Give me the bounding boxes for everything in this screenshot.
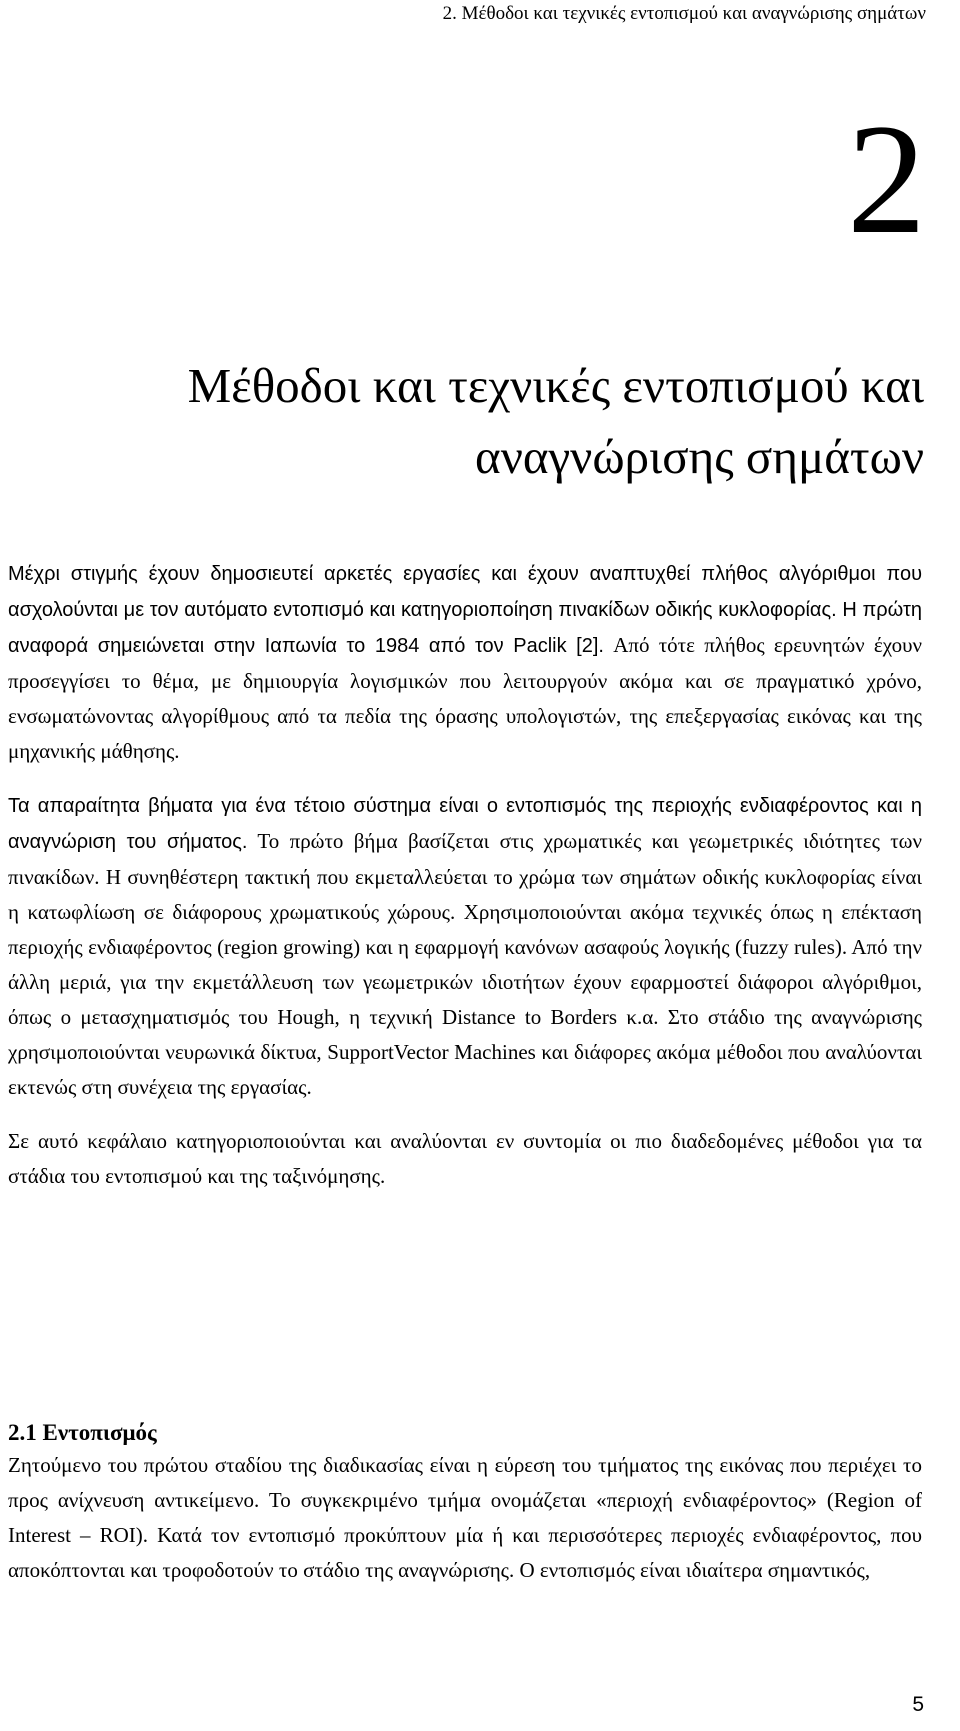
section-paragraph: Ζητούμενο του πρώτου σταδίου της διαδικασίας είναι η εύρεση του τμήματος της εικόνας που περιέχει το προς ανίχνευση αντικείμενο. Το συγκεκριμένο τμήμα ονομάζεται «περιοχή ενδιαφέροντος» (Region of Interest – ROI). Κατά τον εντοπισμό προκύπτουν μία ή και περισσότερες περιοχές ενδιαφέροντος, που αποκόπτονται και τροφοδοτούν το στάδιο της αναγνώρισης. Ο εντοπισμός είναι ιδιαίτερα σημαντικός,: [8, 1453, 922, 1582]
chapter-title-line-1: Μέθοδοι και τεχνικές εντοπισμού και: [187, 358, 924, 413]
paragraph-1-serif-text: Από τότε πλήθος ερευνητών έχουν προσεγγίσει το θέμα, με δημιουργία λογισμικών που λειτουργούν ακόμα και σε πραγματικό χρόνο, ενσωματώνοντας αλγορίθμους από τα πεδία της όρασης υπολογιστών, της επεξεργασίας εικόνας και της μηχανικής μάθησης.: [8, 633, 922, 763]
paragraph-2-serif-text: Το πρώτο βήμα βασίζεται στις χρωματικές και γεωμετρικές ιδιότητες των πινακίδων. Η συνηθέστερη τακτική που εκμεταλλεύεται το χρώμα των σημάτων οδικής κυκλοφορίας είναι η κατωφλίωση σε διάφορους χρωματικούς χώρους. Χρησιμοποιούνται ακόμα τεχνικές όπως η επέκταση περιοχής ενδιαφέροντος (region growing) και η εφαρμογή κανόνων ασαφούς λογικής (fuzzy rules). Από την άλλη μεριά, για την εκμετάλλευση των γεωμετρικών ιδιοτήτων έχουν εφαρμοστεί διάφοροι αλγόριθμοι, όπως ο μετασχηματισμός του Hough, η τεχνική Distance to Borders κ.α. Στο στάδιο της αναγνώρισης χρησιμοποιούνται νευρωνικά δίκτυα, SupportVector Machines και διάφορες ακόμα μέθοδοι που αναλύονται εκτενώς στη συνέχεια της εργασίας.: [8, 829, 922, 1099]
paragraph-1: [8, 556, 922, 769]
section-heading: 2.1 Εντοπισμός: [8, 1420, 157, 1445]
running-header: 2. Μέθοδοι και τεχνικές εντοπισμού και αναγνώρισης σημάτων: [442, 3, 926, 24]
chapter-title-line-2: αναγνώρισης σημάτων: [475, 429, 924, 484]
chapter-body: [8, 556, 922, 1194]
paragraph-1-sans-text: Μέχρι στιγμής έχουν δημοσιευτεί αρκετές εργασίες και έχουν αναπτυχθεί πλήθος αλγόριθμοι που ασχολούνται με τον αυτόματο εντοπισμό και κατηγοριοποίηση πινακίδων οδικής κυκλοφορίας. Η πρώτη αναφορά σημειώνεται στην Ιαπωνία το 1984 από τον Paclik [2].: [8, 563, 922, 657]
page-number: 5: [912, 1693, 924, 1716]
paragraph-2-sans-text: Τα απαραίτητα βήματα για ένα τέτοιο σύστημα είναι ο εντοπισμός της περιοχής ενδιαφέροντος και η αναγνώριση του σήματος.: [8, 795, 922, 853]
paragraph-2: [8, 788, 922, 1105]
chapter-number: 2: [847, 92, 924, 267]
chapter-title: [24, 350, 924, 492]
paragraph-3: Σε αυτό κεφάλαιο κατηγοριοποιούνται και αναλύονται εν συντομία οι πιο διαδεδομένες μέθοδοι για τα στάδια του εντοπισμού και της ταξινόμησης.: [8, 1129, 922, 1188]
